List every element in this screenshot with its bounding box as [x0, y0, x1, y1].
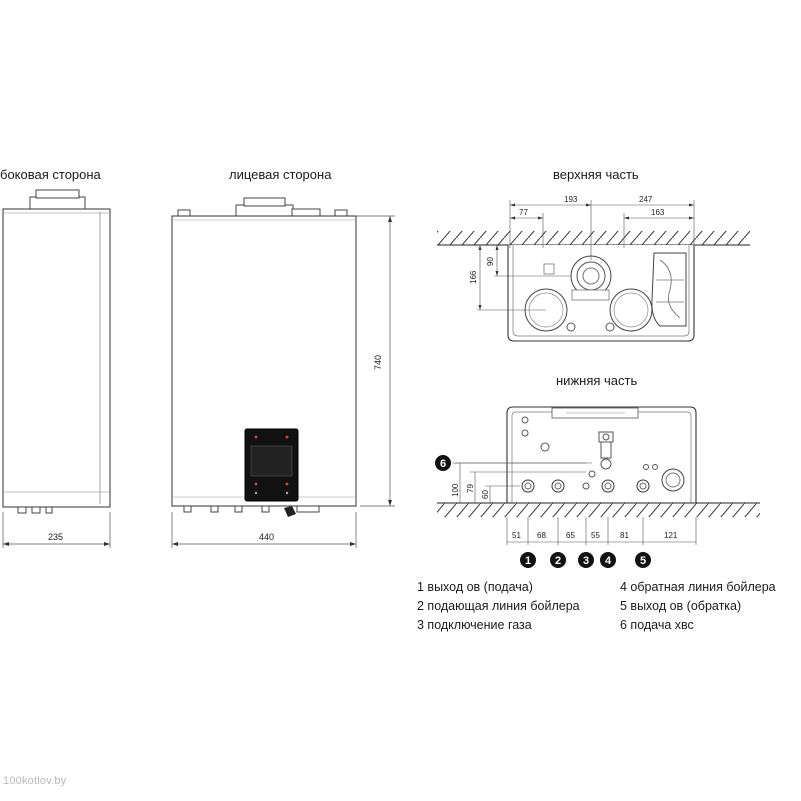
marker-4 [600, 552, 616, 568]
top-dim-193: 193 [564, 195, 578, 204]
legend-column-2 [620, 578, 776, 635]
front-view-title: лицевая сторона [229, 167, 332, 182]
floor-hatch [437, 503, 760, 517]
bottom-dim-h4: 55 [591, 531, 600, 540]
top-view [437, 195, 750, 341]
front-width-dim: 440 [259, 532, 275, 542]
side-view [3, 190, 110, 548]
legend-item-6: 6 подача хвс [620, 618, 694, 632]
svg-text:4: 4 [604, 555, 612, 567]
bottom-dim-79: 79 [466, 484, 475, 493]
marker-6 [435, 455, 451, 471]
bottom-dim-h6: 121 [664, 531, 678, 540]
bottom-dim-60: 60 [481, 490, 490, 499]
bottom-dim-h5: 81 [620, 531, 629, 540]
bottom-view [435, 407, 760, 568]
legend-item-3: 3 подключение газа [417, 618, 532, 632]
top-dim-77: 77 [519, 208, 528, 217]
marker-1 [520, 552, 536, 568]
legend-item-2: 2 подающая линия бойлера [417, 599, 580, 613]
top-dim-90: 90 [486, 257, 495, 266]
ceiling-hatch [437, 231, 750, 245]
svg-text:1: 1 [524, 555, 532, 567]
bottom-dim-h3: 65 [566, 531, 575, 540]
legend-item-4: 4 обратная линия бойлера [620, 580, 776, 594]
top-dim-166: 166 [469, 270, 478, 284]
side-view-title: боковая сторона [0, 167, 101, 182]
bottom-dim-h1: 51 [512, 531, 521, 540]
display-screen [251, 446, 292, 476]
legend-item-5: 5 выход ов (обратка) [620, 599, 742, 613]
front-view [172, 198, 395, 548]
side-width-dim: 235 [48, 532, 64, 542]
bottom-view-title: нижняя часть [556, 373, 638, 388]
svg-text:5: 5 [639, 555, 647, 567]
marker-3 [578, 552, 594, 568]
bottom-dim-100: 100 [451, 483, 460, 497]
legend-column-1 [417, 578, 580, 635]
svg-text:6: 6 [439, 458, 447, 470]
svg-text:3: 3 [582, 555, 590, 567]
front-height-dim: 740 [373, 354, 383, 370]
marker-2 [550, 552, 566, 568]
bottom-dim-h2: 68 [537, 531, 546, 540]
top-view-title: верхняя часть [553, 167, 639, 182]
marker-5 [635, 552, 651, 568]
watermark: 100kotlov.by [3, 775, 67, 787]
legend-item-1: 1 выход ов (подача) [417, 580, 533, 594]
top-dim-163: 163 [651, 208, 665, 217]
top-dim-247: 247 [639, 195, 653, 204]
svg-text:2: 2 [554, 555, 562, 567]
